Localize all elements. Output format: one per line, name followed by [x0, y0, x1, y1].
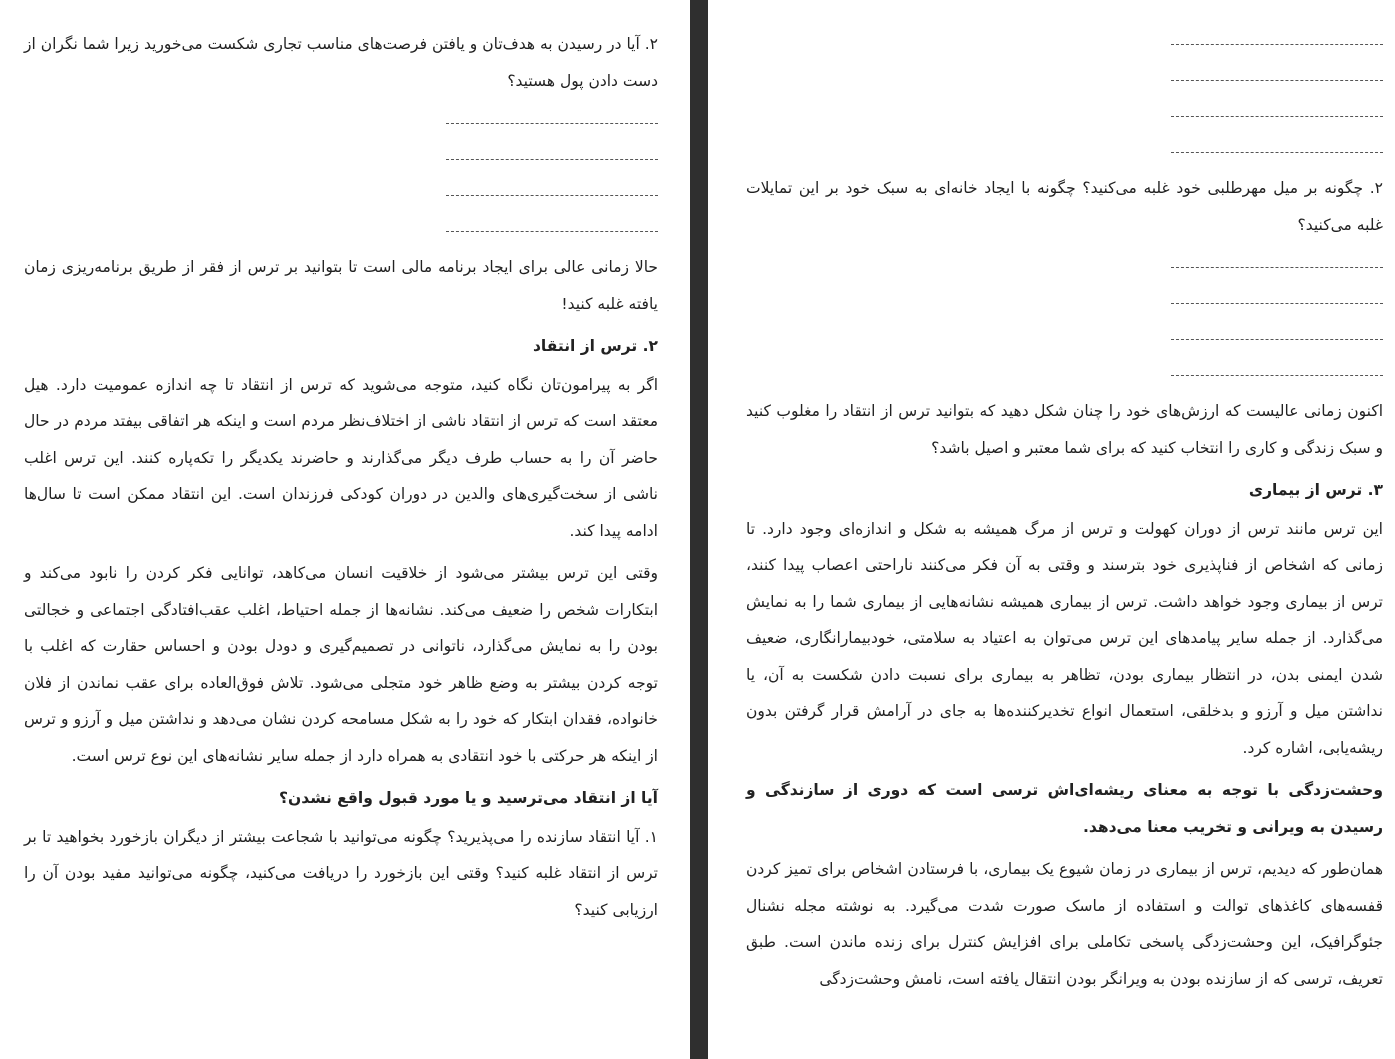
fear-question-heading: آیا از انتقاد می‌ترسید و یا مورد قبول واقع نشدن؟	[279, 789, 658, 807]
question-2-approval: ۲. چگونه بر میل مهرطلبی خود غلبه می‌کنید؟ چگونه با ایجاد خانه‌ای به سبک خود بر این تمایلات غلبه می‌کنید؟	[746, 179, 1383, 234]
answer-line	[446, 177, 658, 213]
question-2-financial: ۲. آیا در رسیدن به هدف‌تان و یافتن فرصت‌های مناسب تجاری شکست می‌خورید زیرا شما نگران از دست دادن پول هستید؟	[24, 35, 658, 90]
answer-line	[1171, 62, 1383, 98]
left-page	[0, 0, 690, 1059]
question-1-criticism: ۱. آیا انتقاد سازنده را می‌پذیرید؟ چگونه می‌توانید با شجاعت بیشتر از دیگران بازخورد بخواهید تا بر ترس از انتقاد غلبه کنید؟ وقتی این بازخورد را دریافت می‌کنید، چگونه می‌توانید مفید بودن آن را ارزیابی کنید؟	[24, 827, 658, 919]
answer-line	[446, 213, 658, 249]
answer-line	[1171, 357, 1383, 393]
answer-line	[446, 105, 658, 141]
financial-plan-paragraph: حالا زمانی عالی برای ایجاد برنامه مالی است تا بتوانید بر ترس از فقر از طریق برنامه‌ریزی زمان یافته غلبه کنید!	[24, 258, 658, 313]
left-page-column	[24, 26, 658, 934]
criticism-paragraph-1: اگر به پیرامون‌تان نگاه کنید، متوجه می‌شوید که ترس از انتقاد تا چه اندازه عمومیت دارد. هیل معتقد است که ترس از انتقاد ناشی از اختلاف‌نظر مردم است و اینکه هر اتفاقی بیفتد مردم در حال حاضر آن را به حساب طرف دیگر می‌گذارند و حاضرند یکدیگر را تکه‌پاره کنند. این ترس اغلب ناشی از سخت‌گیری‌های والدین در دوران کودکی فرزندان است. این انتقاد ممکن است تا سال‌ها ادامه پیدا کند.	[24, 375, 658, 540]
answer-line	[1171, 26, 1383, 62]
right-page	[708, 0, 1395, 1059]
values-paragraph: اکنون زمانی عالیست که ارزش‌های خود را چنان شکل دهید که بتوانید ترس از انتقاد را مغلوب کنید و سبک زندگی و کاری را انتخاب کنید که برای شما معتبر و اصیل باشد؟	[746, 402, 1383, 457]
answer-line	[1171, 249, 1383, 285]
illness-paragraph-2: همان‌طور که دیدیم، ترس از بیماری در زمان شیوع یک بیماری، با فرستادن اشخاص برای تمیز کردن قفسه‌های کاغذهای توالت و استفاده از ماسک صورت شدت می‌گیرد. به نوشته مجله نشنال جئوگرافیک، این وحشت‌زدگی پاسخی تکاملی برای افزایش کنترل برای زنده ماندن است. طبق تعریف، ترسی که از سازنده بودن به ویرانگر بودن انتقال یافته است، نامش وحشت‌زدگی	[746, 860, 1383, 988]
answer-line	[1171, 285, 1383, 321]
page-gutter	[690, 0, 708, 1059]
illness-paragraph-1: این ترس مانند ترس از دوران کهولت و ترس از مرگ همیشه به شکل و اندازه‌ای وجود دارد. تا زمانی که اشخاص از فناپذیری خود بترسند و وقتی به آن فکر می‌کنند ناراحتی اعصاب پیدا کنند، ترس از بیماری وجود خواهد داشت. ترس از بیماری همیشه نشانه‌هایی از بیماری شما را به نمایش می‌گذارد. از جمله سایر پیامدهای این ترس می‌توان به اعتیاد به سلامتی، خودبیمارانگاری، ضعیف شدن ایمنی بدن، در انتظار بیماری بودن، تظاهر به بیماری برای نسبت دادن شکست به آن، یا نداشتن میل و آرزو و بدخلقی، استعمال انواع تخدیرکننده‌ها به جای در آرامش قرار گرفتن بدون ریشه‌یابی، اشاره کرد.	[746, 519, 1383, 757]
answer-line	[1171, 321, 1383, 357]
panic-definition-bold: وحشت‌زدگی با توجه به معنای ریشه‌ای‌اش ترسی است که دوری از سازندگی و رسیدن به ویرانی و تخریب معنا می‌دهد.	[746, 781, 1383, 836]
right-page-column	[746, 26, 1383, 1003]
answer-line	[1171, 134, 1383, 170]
answer-line	[1171, 98, 1383, 134]
section-heading-criticism: ۲. ترس از انتقاد	[532, 337, 658, 355]
section-heading-illness: ۳. ترس از بیماری	[1248, 481, 1383, 499]
criticism-paragraph-2: وقتی این ترس بیشتر می‌شود از خلاقیت انسان می‌کاهد، توانایی فکر کردن را نابود می‌کند و ابتکارات شخص را ضعیف می‌کند. نشانه‌ها از جمله احتیاط، اغلب عقب‌افتادگی اجتماعی و خجالتی بودن را به نمایش می‌گذارد، ناتوانی در تصمیم‌گیری و دودل بودن و احساس حقارت که اغلب با توجه کردن بیشتر به وضع ظاهر خود متجلی می‌شود. تلاش فوق‌العاده برای عقب نماندن از فلان خانواده، فقدان ابتکار که خود را به شکل مسامحه کردن نشان می‌دهد و نداشتن میل و آرزو و ترس از اینکه هر حرکتی با خود انتقادی به همراه دارد از جمله سایر نشانه‌های این نوع ترس است.	[24, 564, 658, 765]
answer-line	[446, 141, 658, 177]
